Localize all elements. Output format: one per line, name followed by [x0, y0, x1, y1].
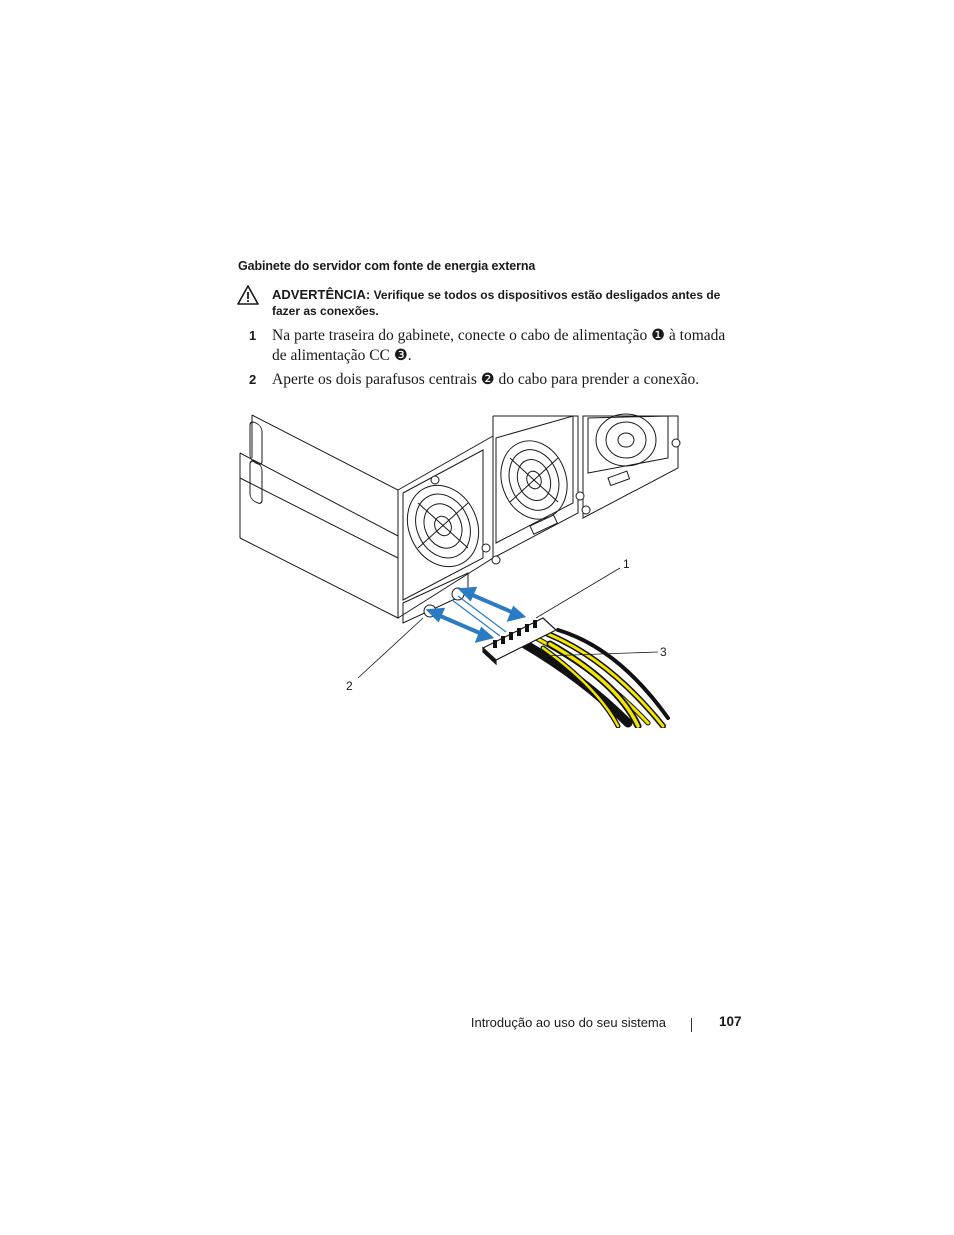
step-text: .	[407, 347, 412, 364]
step-number: 2	[249, 372, 257, 387]
fan-icon	[394, 450, 491, 600]
step-text: do cabo para prender a conexão.	[494, 371, 700, 388]
callout-ref: ❷	[480, 371, 495, 388]
step-text: à tomada de alimentação CC	[272, 327, 726, 364]
step-text: Na parte traseira do gabinete, conecte o cabo de alimentação	[272, 327, 652, 344]
insert-arrow	[430, 589, 522, 640]
step-2	[249, 370, 742, 390]
page-number: 107	[719, 1014, 742, 1029]
warning-text: Verifique se todos os dispositivos estão desligados antes de fazer as conexões.	[272, 288, 721, 318]
server-power-illustration	[238, 408, 688, 728]
warning-label: ADVERTÊNCIA:	[272, 287, 371, 302]
callout-ref: ❶	[651, 327, 666, 344]
fan-icon	[588, 414, 668, 473]
section-heading: Gabinete do servidor com fonte de energia externa	[238, 259, 536, 273]
callout-1: 1	[623, 557, 630, 571]
callout-2: 2	[346, 679, 353, 693]
warning-icon	[237, 285, 259, 305]
chassis-side	[240, 415, 398, 618]
step-text: Aperte os dois parafusos centrais	[272, 371, 481, 388]
step-number: 1	[249, 328, 257, 343]
callout-ref: ❸	[393, 347, 408, 364]
footer-divider	[691, 1018, 692, 1032]
callout-3: 3	[660, 645, 667, 659]
footer-chapter: Introdução ao uso do seu sistema	[470, 1015, 666, 1030]
power-cable	[523, 630, 668, 726]
step-1	[249, 326, 742, 366]
warning-note	[272, 287, 742, 319]
